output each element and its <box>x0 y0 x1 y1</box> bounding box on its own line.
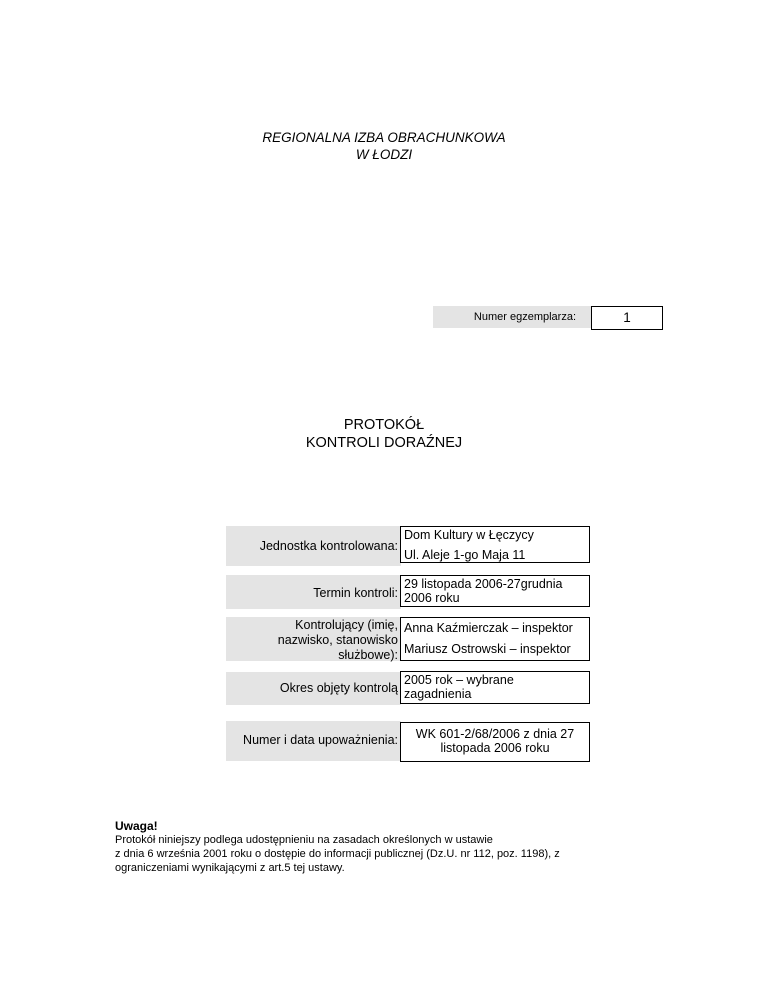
unit-label: Jednostka kontrolowana: <box>226 526 401 566</box>
term-line-2: 2006 roku <box>404 591 460 605</box>
disclosure-note <box>115 819 675 875</box>
unit-value <box>400 526 590 563</box>
title-line-1: PROTOKÓŁ <box>343 417 425 433</box>
unit-name: Dom Kultury w Łęczycy <box>404 528 534 542</box>
period-label: Okres objęty kontrolą <box>226 672 401 705</box>
title-line-2: KONTROLI DORAŹNEJ <box>305 435 463 451</box>
authorization-line-1: WK 601-2/68/2006 z dnia 27 <box>415 727 575 741</box>
note-line-3: ograniczeniami wynikającymi z art.5 tej ustawy. <box>115 862 345 874</box>
document-title <box>0 416 768 452</box>
term-label: Termin kontroli: <box>226 575 401 609</box>
term-value <box>400 575 590 607</box>
authorization-label: Numer i data upoważnienia: <box>226 721 401 761</box>
term-line-1: 29 listopada 2006-27grudnia <box>404 577 563 591</box>
institution-city: W ŁODZI <box>355 147 413 162</box>
copy-number-label-text: Numer egzemplarza: <box>473 311 576 323</box>
inspector-2: Mariusz Ostrowski – inspektor <box>404 642 571 656</box>
note-line-1: Protokół niniejszy podlega udostępnieniu na zasadach określonych w ustawie <box>115 834 493 846</box>
period-line-2: zagadnienia <box>404 687 472 701</box>
institution-header <box>0 129 768 163</box>
copy-number-value: 1 <box>591 306 663 330</box>
note-line-2: z dnia 6 września 2001 roku o dostępie do informacji publicznej (Dz.U. nr 112, poz. 1198), z <box>115 848 560 860</box>
authorization-line-2: listopada 2006 roku <box>440 741 550 755</box>
inspectors-value <box>400 617 590 661</box>
period-line-1: 2005 rok – wybrane <box>404 673 514 687</box>
authorization-value <box>400 722 590 762</box>
inspectors-label-line-2: nazwisko, stanowisko <box>277 633 398 647</box>
copy-number-label <box>433 306 591 328</box>
unit-address: Ul. Aleje 1-go Maja 11 <box>404 548 526 562</box>
inspector-1: Anna Kaźmierczak – inspektor <box>404 621 573 635</box>
inspectors-label <box>226 617 401 661</box>
period-value <box>400 671 590 704</box>
inspectors-label-line-3: służbowe): <box>338 648 398 662</box>
note-heading: Uwaga! <box>115 819 158 833</box>
institution-name: REGIONALNA IZBA OBRACHUNKOWA <box>262 130 506 145</box>
inspectors-label-line-1: Kontrolujący (imię, <box>295 618 398 632</box>
